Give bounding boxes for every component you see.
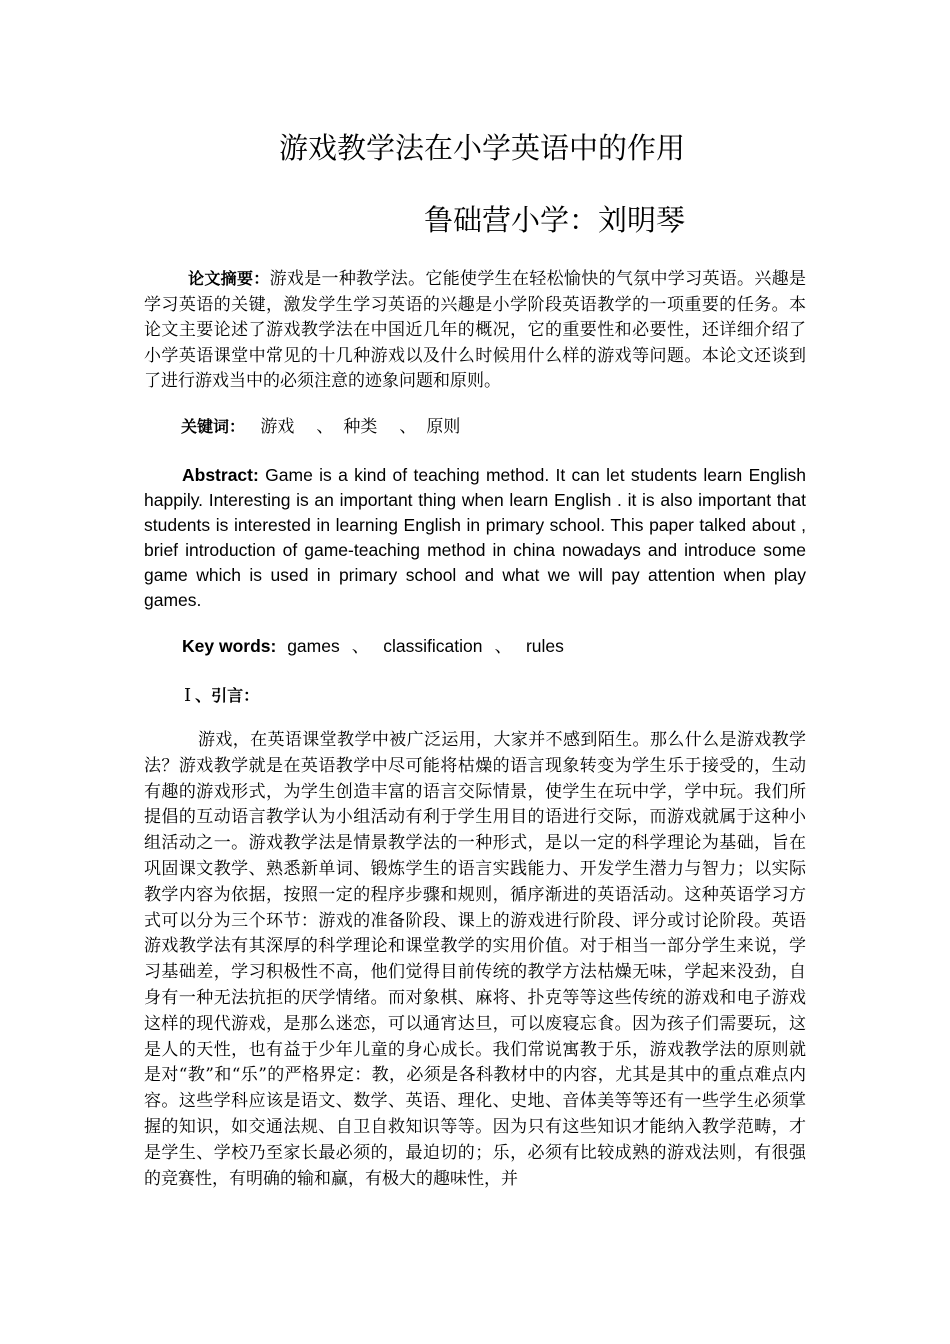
keyword-cn-item: 种类 <box>343 417 378 437</box>
keyword-en-separator: 、 <box>494 636 512 656</box>
introduction-body: 游戏，在英语课堂教学中被广泛运用，大家并不感到陌生。那么什么是游戏教学法？游戏教学就是在英语教学中尽可能将枯燥的语言现象转变为学生乐于接受的，生动有趣的游戏形式，为学生创造丰富的语言交际情景，使学生在玩中学，学中玩。我们所提倡的互动语言教学认为小组活动有利于学生用目的语进行交际，而游戏就属于这种小组活动之一。游戏教学法是情景教学法的一种形式，是以一定的科学理论为基础，旨在巩固课文教学、熟悉新单词、锻炼学生的语言实践能力、开发学生潜力与智力；以实际教学内容为依据，按照一定的程序步骤和规则，循序渐进的英语活动。这种英语学习方式可以分为三个环节：游戏的准备阶段、课上的游戏进行阶段、评分或讨论阶段。英语游戏教学法有其深厚的科学理论和课堂教学的实用价值。对于相当一部分学生来说，学习基础差，学习积极性不高，他们觉得目前传统的教学方法枯燥无味，学起来没劲，自身有一种无法抗拒的厌学情绪。而对象棋、麻将、扑克等等这些传统的游戏和电子游戏这样的现代游戏，是那么迷恋，可以通宵达旦，可以废寝忘食。因为孩子们需要玩，这是人的天性，也有益于少年儿童的身心成长。我们常说寓教于乐，游戏教学法的原则就是对“教”和“乐”的严格界定：教，必须是各科教材中的内容，尤其是其中的重点难点内容。这些学科应该是语文、数学、英语、理化、史地、音体美等等还有一些学生必须掌握的知识，如交通法规、自卫自救知识等等。因为只有这些知识才能纳入教学范畴，才是学生、学校乃至家长最必须的，最迫切的；乐，必须有比较成熟的游戏法则，有很强的竞赛性，有明确的输和赢，有极大的趣味性，并 <box>144 730 806 1189</box>
keyword-cn-separator: 、 <box>316 417 334 437</box>
abstract-en-text: Game is a kind of teaching method. It can let students learn English happily. Interesting is an important thing when learn English . it is also important that students is interested in learning English in primary school. This paper talked about , brief introduction of game-teaching method in china nowadays and introduce some game which is used in primary school and what we will pay attention when play games. <box>144 465 806 610</box>
keyword-cn-separator: 、 <box>399 417 417 437</box>
keyword-en-separator: 、 <box>351 636 370 656</box>
keyword-en-item: rules <box>525 636 564 656</box>
abstract-cn <box>144 266 806 395</box>
section-heading-introduction <box>184 683 259 709</box>
keywords-cn-label: 关键词： <box>181 417 246 436</box>
keywords-en-label: Key words: <box>182 636 277 656</box>
section-heading-text: 、引言： <box>195 686 260 705</box>
keyword-en-item: games <box>287 636 340 656</box>
keyword-en-item: classification <box>383 636 483 656</box>
keywords-en <box>182 634 564 659</box>
keywords-cn <box>181 414 460 440</box>
author-line: 鲁础营小学：刘明琴 <box>424 203 686 237</box>
keyword-cn-item: 游戏 <box>260 417 295 437</box>
section-number: Ⅰ <box>184 685 192 706</box>
abstract-en-label: Abstract: <box>182 465 259 485</box>
keyword-cn-item: 原则 <box>426 417 461 437</box>
abstract-cn-label: 论文摘要： <box>188 269 270 288</box>
abstract-en <box>144 463 806 613</box>
abstract-cn-text: 游戏是一种教学法。它能使学生在轻松愉快的气氛中学习英语。兴趣是学习英语的关键，激发学生学习英语的兴趣是小学阶段英语教学的一项重要的任务。本论文主要论述了游戏教学法在中国近几年的概况，它的重要性和必要性，还详细介绍了小学英语课堂中常见的十几种游戏以及什么时候用什么样的游戏等问题。本论文还谈到了进行游戏当中的必须注意的迹象问题和原则。 <box>144 269 806 391</box>
paper-title: 游戏教学法在小学英语中的作用 <box>278 131 685 165</box>
